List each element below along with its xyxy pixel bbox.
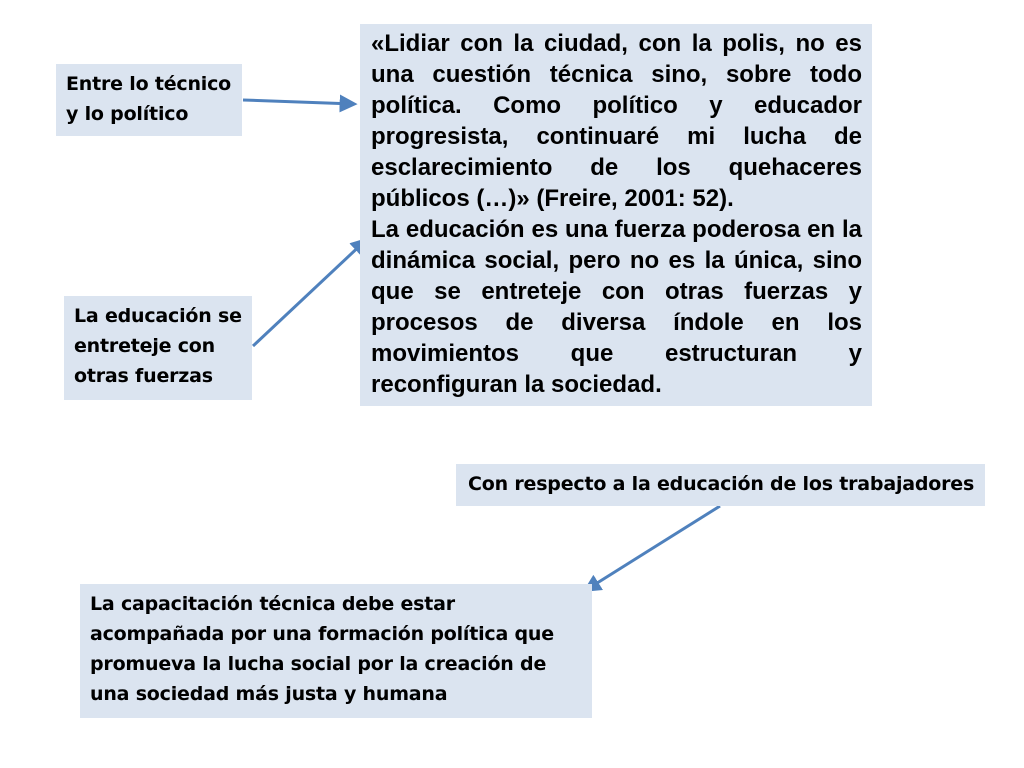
- arrow-technical-to-quote: [243, 100, 354, 104]
- technical-political-box: Entre lo técnico y lo político: [56, 64, 242, 136]
- arrow-workers-to-training: [586, 506, 720, 590]
- freire-quote-text: «Lidiar con la ciudad, con la polis, no es una cuestión técnica sino, sobre todo política. Como político y educador progresista, continuaré mi lucha de esclarecimiento de los quehaceres públicos (…)» (Freire, 2001: 52).: [371, 30, 862, 212]
- education-interwoven-box: La educación se entreteje con otras fuerzas: [64, 296, 252, 400]
- workers-education-box: Con respecto a la educación de los trabajadores: [456, 464, 985, 506]
- freire-quote-box: [360, 24, 872, 406]
- arrow-education-to-quote: [253, 240, 366, 346]
- education-explanation-text: La educación es una fuerza poderosa en la dinámica social, pero no es la única, sino que se entreteje con otras fuerzas y procesos de diversa índole en los movimientos que estructuran y reconfiguran la sociedad.: [371, 216, 862, 398]
- training-conclusion-box: La capacitación técnica debe estar acompañada por una formación política que promueva la lucha social por la creación de una sociedad más justa y humana: [80, 584, 592, 718]
